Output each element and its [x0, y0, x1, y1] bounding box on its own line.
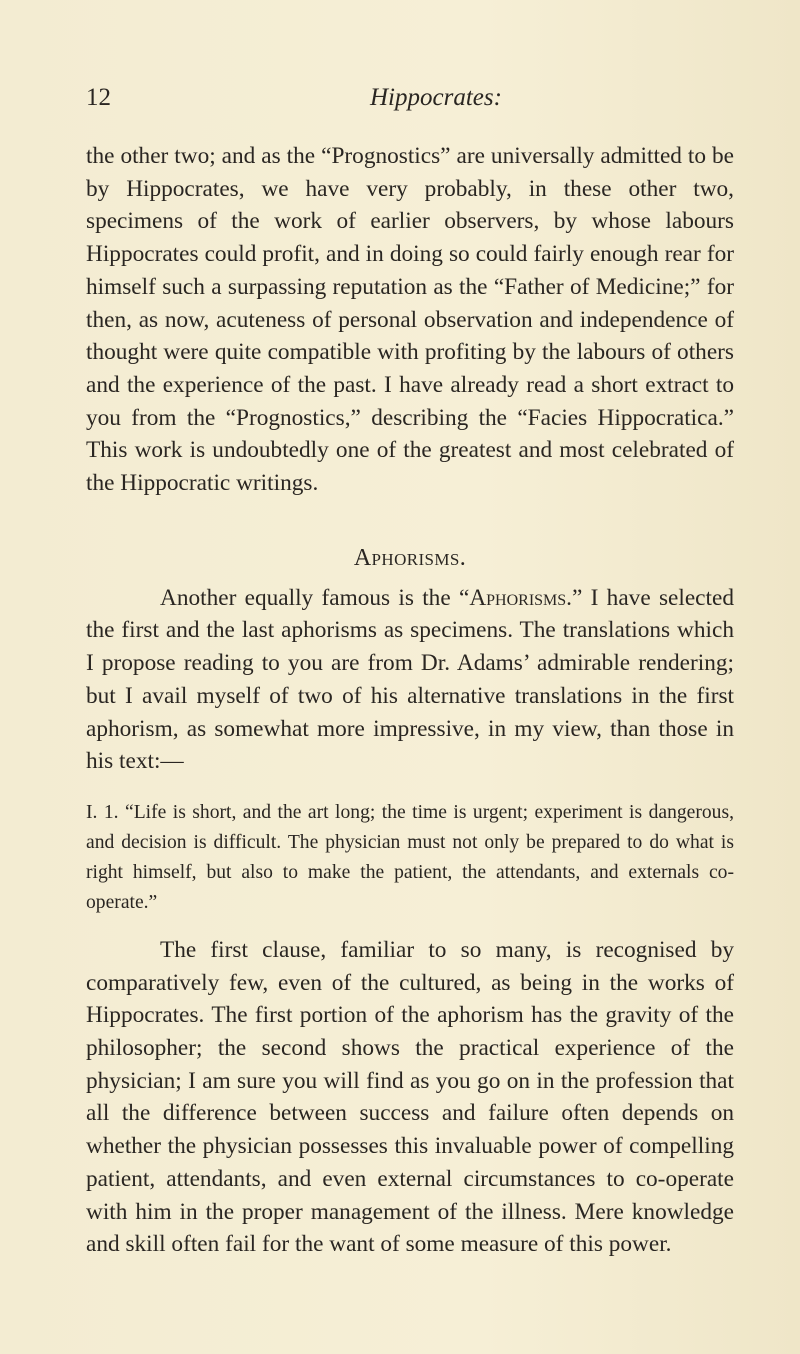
aphorisms-smallcaps: Aphorisms: [469, 584, 567, 611]
body-text: [86, 140, 734, 1261]
page-number: 12: [86, 84, 111, 111]
paragraph-aphorisms-intro-end: .” I have selected the first and the last aphorisms as specimens. The translations which I propose reading to you are from Dr. Adams’ admirable rendering; but I avail myself of two of his alternative translations in the first aphorism, as somewhat more impressive, in my view, than those in his text:—: [86, 584, 734, 775]
aphorism-quote: I. 1. “Life is short, and the art long; the time is urgent; experiment is dangerous, and decision is difficult. The physician must not only be prepared to do what is right himself, but also to make the patient, the attendants, and externals co-operate.”: [86, 801, 734, 913]
section-heading: Aphorisms.: [353, 544, 467, 571]
paragraph-continuation: the other two; and as the “Prognostics” are universally admitted to be by Hippocrates, we have very probably, in these other two, specimens of the work of earlier observers, by whose labours Hippocrates could profit, and in doing so could fairly enough rear for himself such a surpassing reputation as the “Father of Medicine;” for then, as now, acuteness of personal observation and independence of thought were quite compatible with profiting by the labours of others and the experience of the past. I have already read a short extract to you from the “Prognostics,” describing the “Facies Hippocratica.” This work is undoubtedly one of the greatest and most celebrated of the Hippocratic writings.: [86, 143, 734, 497]
running-title: Hippocrates:: [370, 84, 502, 111]
paragraph-aphorisms-intro: [86, 582, 734, 778]
paragraph-aphorisms-intro-start: Another equally famous is the “: [160, 584, 470, 611]
running-head: [74, 84, 734, 118]
paragraph-commentary: The first clause, familiar to so many, is recognised by comparatively few, even of the cultured, as being in the works of Hippocrates. The first portion of the aphorism has the gravity of the philosopher; the second shows the practical experience of the physician; I am sure you will find as you go on in the profession that all the difference between success and failure often depends on whether the physician possesses this invaluable power of compelling patient, attendants, and even external circumstances to co-operate with him in the proper management of the illness. Mere knowledge and skill often fail for the want of some measure of this power.: [86, 936, 734, 1258]
